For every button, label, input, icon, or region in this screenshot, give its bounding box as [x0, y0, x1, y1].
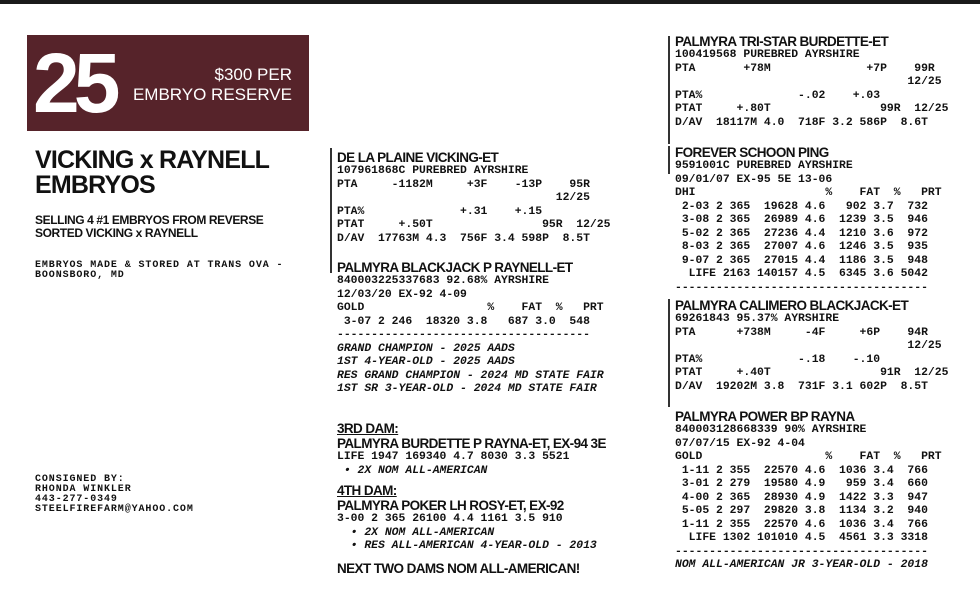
record-line: 100419568 PUREBRED AYRSHIRE: [675, 49, 860, 61]
sire-divider: [330, 148, 332, 273]
record-line: LIFE 1947 169340 4.7 8030 3.3 5521: [337, 451, 570, 463]
record-line: DHI % FAT % PRT: [675, 187, 942, 199]
record-line: 69261843 95.37% AYRSHIRE: [675, 313, 840, 325]
animal-name: PALMYRA CALIMERO BLACKJACK-ET: [675, 298, 909, 313]
award-line: • 2X NOM ALL-AMERICAN: [337, 464, 488, 477]
consignor-email: STEELFIREFARM@YAHOO.COM: [35, 504, 194, 515]
headline-line-1: VICKING x RAYNELL: [35, 146, 270, 174]
record-line: PTA% -.02 +.03: [675, 89, 881, 102]
animal-name: PALMYRA BURDETTE P RAYNA-ET, EX-94 3E: [337, 436, 606, 451]
award-line: RES GRAND CHAMPION - 2024 MD STATE FAIR: [337, 369, 604, 382]
record-line: PTA +738M -4F +6P 94R: [675, 326, 928, 339]
sire-section: [337, 150, 610, 246]
animal-name: PALMYRA TRI-STAR BURDETTE-ET: [675, 34, 889, 49]
record-line: PTA% +.31 +.15: [337, 205, 543, 218]
third-dam-section: [337, 421, 606, 478]
footer-note: NEXT TWO DAMS NOM ALL-AMERICAN!: [337, 561, 580, 576]
record-line: 1-11 2 355 22570 4.6 1036 3.4 766: [675, 464, 928, 477]
record-line: 9591001C PUREBRED AYRSHIRE: [675, 160, 853, 172]
record-line: PTAT +.50T 95R 12/25: [337, 219, 611, 231]
record-line: D/AV 17763M 4.3 756F 3.4 598P 8.5T: [337, 232, 590, 245]
record-line: 8-03 2 365 27007 4.6 1246 3.5 935: [675, 241, 928, 253]
record-line: LIFE 1302 101010 4.5 4561 3.3 3318: [675, 532, 928, 544]
record-line: D/AV 18117M 4.0 718F 3.2 586P 8.6T: [675, 116, 928, 129]
location-line-2: BOONSBORO, MD: [35, 270, 125, 281]
location-line-1: EMBRYOS MADE & STORED AT TRANS OVA -: [35, 260, 284, 271]
price-line-1: $300 PER: [214, 65, 292, 84]
lot-number: 25: [33, 36, 115, 130]
second-dam-section: [675, 409, 942, 573]
record-line: LIFE 2163 140157 4.5 6345 3.6 5042: [675, 268, 928, 280]
price-line-2: EMBRYO RESERVE: [132, 85, 292, 104]
award-line: • RES ALL-AMERICAN 4-YEAR-OLD - 2013: [337, 540, 597, 552]
record-line: 12/03/20 EX-92 4-09: [337, 288, 467, 301]
section-label: 3RD DAM:: [337, 421, 399, 436]
record-line: 2-03 2 365 19628 4.6 902 3.7 732: [675, 200, 928, 213]
record-line: GOLD % FAT % PRT: [337, 302, 604, 314]
record-line: PTA +78M +7P 99R: [675, 62, 935, 75]
sire-of-sire-section: [675, 34, 948, 130]
divider: [668, 299, 670, 407]
record-line: 1-11 2 355 22570 4.6 1036 3.4 766: [675, 518, 928, 531]
divider: [668, 146, 670, 174]
record-line: 5-05 2 297 29820 3.8 1134 3.2 940: [675, 505, 928, 517]
record-line: 9-07 2 365 27015 4.4 1186 3.5 948: [675, 254, 928, 267]
record-line: 3-00 2 365 26100 4.4 1161 3.5 910: [337, 513, 563, 525]
record-line: 09/01/07 EX-95 5E 13-06: [675, 173, 833, 186]
record-line: D/AV 19202M 3.8 731F 3.1 602P 8.5T: [675, 380, 928, 393]
award-line: GRAND CHAMPION - 2025 AADS: [337, 342, 515, 355]
record-line: 3-08 2 365 26989 4.6 1239 3.5 946: [675, 214, 928, 226]
section-label: 4TH DAM:: [337, 483, 397, 498]
divider: [668, 36, 670, 144]
consignor-info: [35, 475, 194, 515]
record-line: -------------------------------------: [675, 281, 928, 294]
record-line: 07/07/15 EX-92 4-04: [675, 437, 805, 450]
record-line: 5-02 2 365 27236 4.4 1210 3.6 972: [675, 227, 928, 240]
dam-section: [337, 260, 604, 397]
record-line: 3-07 2 246 18320 3.8 687 3.0 548: [337, 315, 590, 328]
award-line: 1ST SR 3-YEAR-OLD - 2024 MD STATE FAIR: [337, 383, 597, 395]
award-line: • 2X NOM ALL-AMERICAN: [337, 526, 495, 539]
record-line: PTA -1182M +3F -13P 95R: [337, 178, 590, 191]
consignor-label: CONSIGNED BY:: [35, 474, 125, 485]
location-note: [35, 261, 283, 281]
subhead-line-2: SORTED VICKING x RAYNELL: [35, 226, 198, 240]
fourth-dam-section: [337, 483, 597, 554]
headline-line-2: EMBRYOS: [35, 171, 155, 199]
record-line: -------------------------------------: [675, 545, 928, 558]
record-line: 12/25: [675, 76, 942, 88]
consignor-name: RHONDA WINKLER: [35, 484, 132, 495]
animal-name: PALMYRA POWER BP RAYNA: [675, 409, 855, 424]
animal-name: PALMYRA POKER LH ROSY-ET, EX-92: [337, 498, 564, 513]
record-line: 840003128668339 90% AYRSHIRE: [675, 424, 867, 436]
reserve-price: [133, 65, 292, 105]
sire-of-dam-section: [675, 298, 948, 394]
award-line: NOM ALL-AMERICAN JR 3-YEAR-OLD - 2018: [675, 559, 928, 571]
record-line: PTA% -.18 -.10: [675, 353, 881, 366]
record-line: 3-01 2 279 19580 4.9 959 3.4 660: [675, 478, 928, 490]
animal-name: DE LA PLAINE VICKING-ET: [337, 150, 499, 165]
record-line: 107961868C PUREBRED AYRSHIRE: [337, 165, 529, 177]
record-line: 840003225337683 92.68% AYRSHIRE: [337, 275, 549, 287]
award-line: 1ST 4-YEAR-OLD - 2025 AADS: [337, 356, 515, 368]
headline: [35, 148, 269, 198]
subhead-line-1: SELLING 4 #1 EMBRYOS FROM REVERSE: [35, 213, 264, 227]
consignor-phone: 443-277-0349: [35, 494, 118, 505]
record-line: 12/25: [337, 192, 590, 204]
record-line: PTAT +.80T 99R 12/25: [675, 103, 949, 115]
subheadline: [35, 214, 263, 240]
record-line: 12/25: [675, 340, 942, 352]
lot-badge: [27, 35, 309, 131]
top-border: [0, 0, 980, 4]
record-line: 4-00 2 365 28930 4.9 1422 3.3 947: [675, 491, 928, 504]
record-line: -------------------------------------: [337, 329, 590, 341]
animal-name: PALMYRA BLACKJACK P RAYNELL-ET: [337, 260, 573, 275]
record-line: GOLD % FAT % PRT: [675, 451, 942, 463]
dam-of-sire-section: [675, 145, 942, 295]
animal-name: FOREVER SCHOON PING: [675, 145, 829, 160]
record-line: PTAT +.40T 91R 12/25: [675, 367, 949, 379]
